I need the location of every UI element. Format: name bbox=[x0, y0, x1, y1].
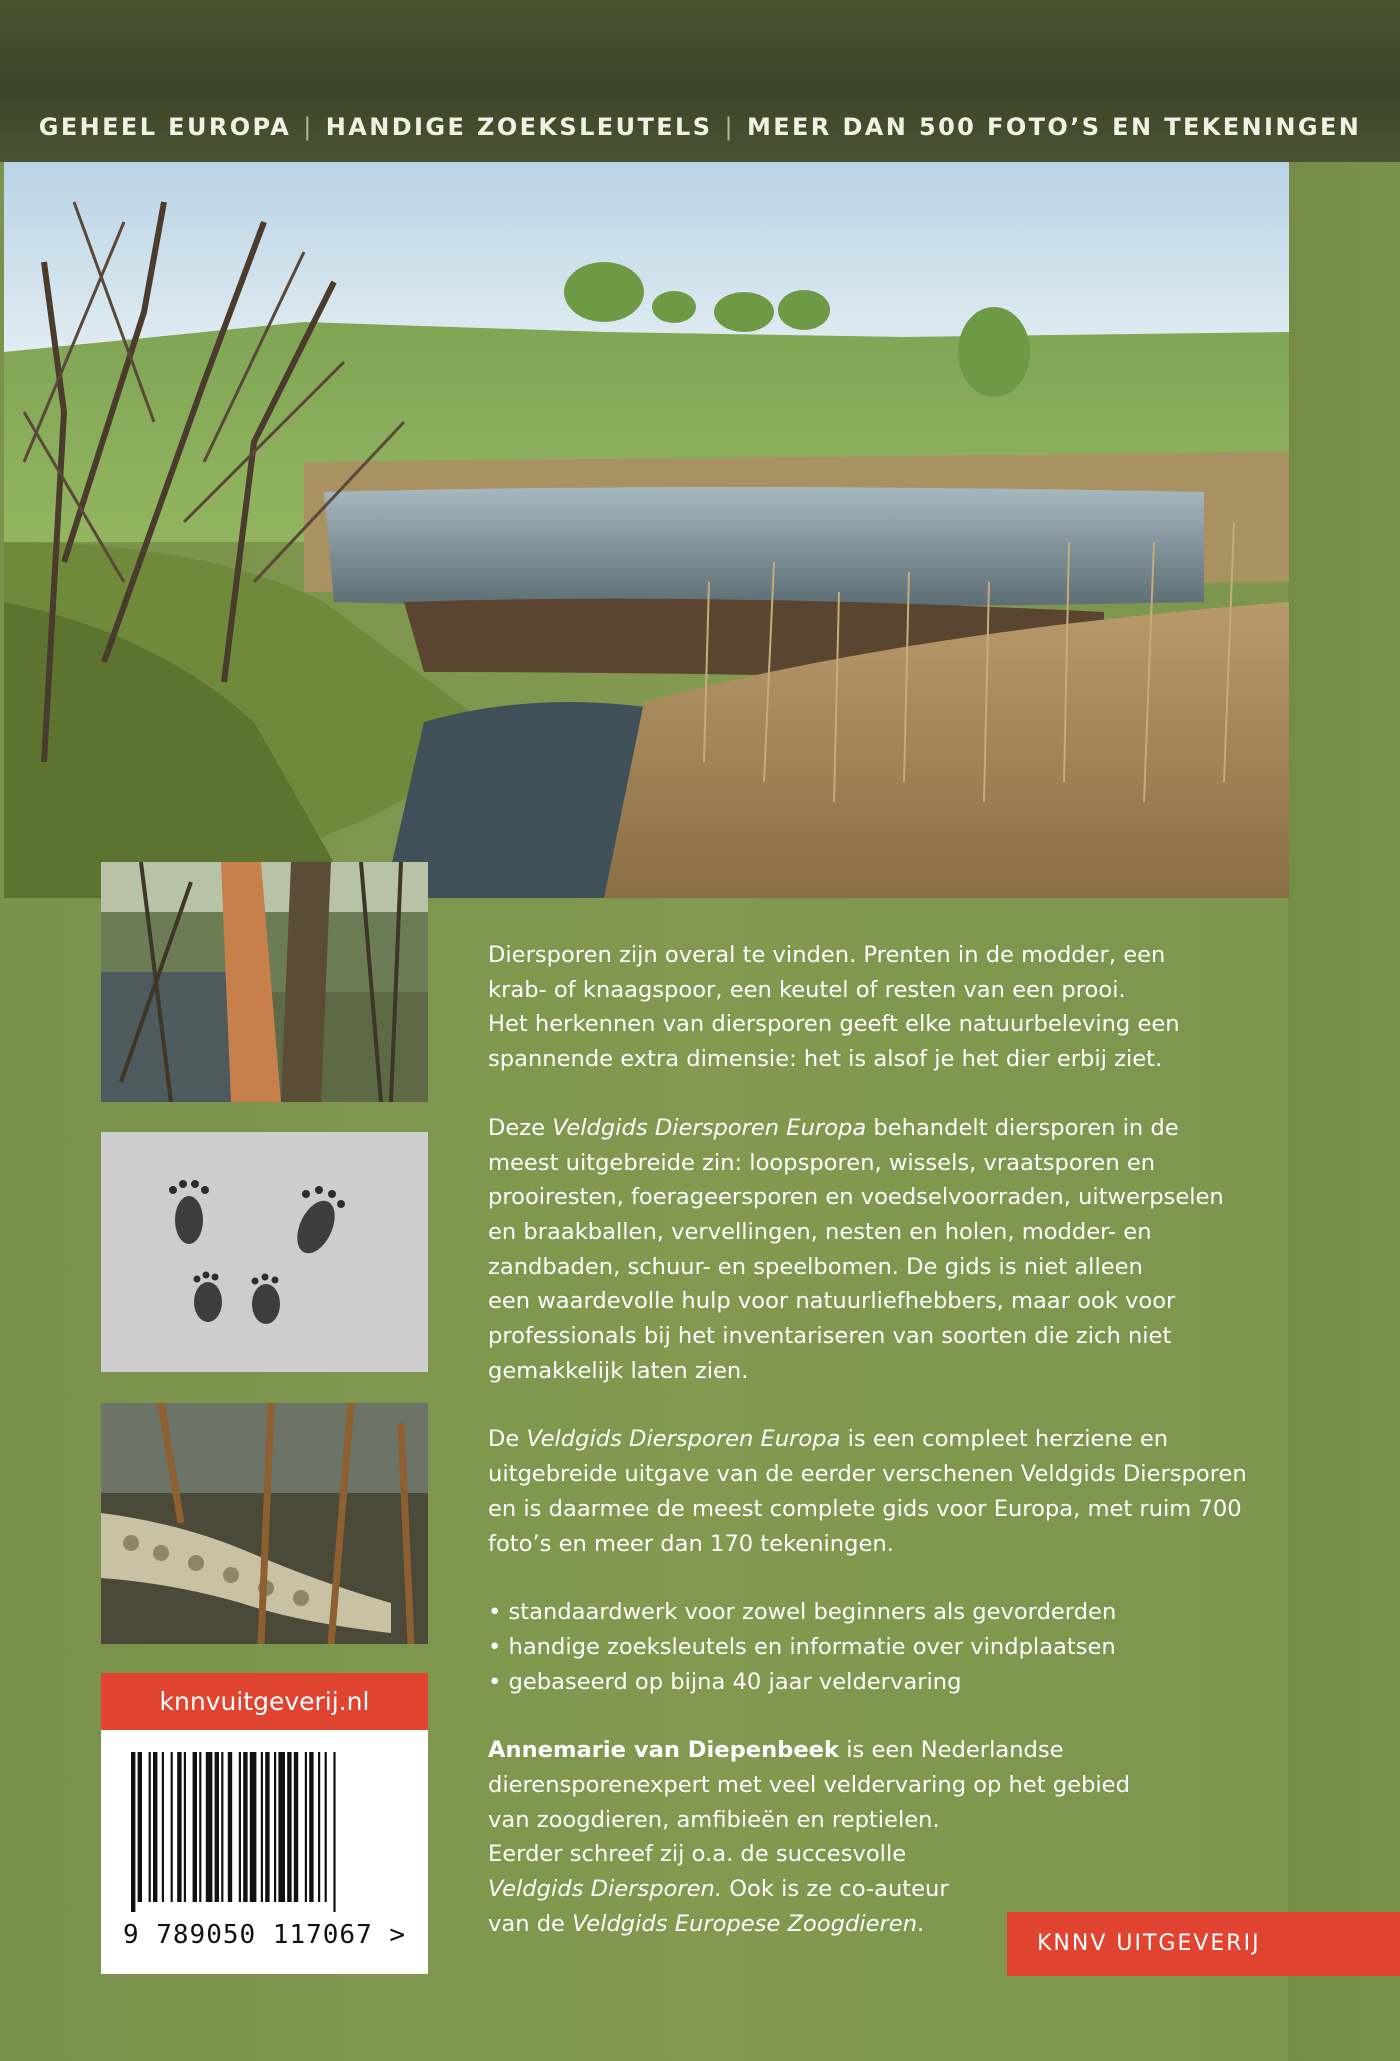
barcode-bar bbox=[265, 1752, 269, 1902]
barcode-bar bbox=[325, 1752, 327, 1902]
barcode-bar bbox=[309, 1752, 313, 1902]
barcode-bar bbox=[287, 1752, 291, 1902]
barcode-bar bbox=[131, 1752, 135, 1912]
text-line: uitgebreide uitgave van de eerder verschenen Veldgids Diersporen bbox=[488, 1461, 1247, 1488]
snow-paw-prints-photo bbox=[101, 1132, 428, 1372]
barcode-bar bbox=[305, 1752, 307, 1902]
text-line: Eerder schreef zij o.a. de succesvolle bbox=[488, 1841, 907, 1868]
barcode-bars bbox=[101, 1730, 428, 1920]
shed-snake-skin-photo bbox=[101, 1403, 428, 1644]
header-item-keys: HANDIGE ZOEKSLEUTELS bbox=[325, 113, 713, 141]
feature-item: • handige zoeksleutels en informatie over vindplaatsen bbox=[488, 1630, 1248, 1665]
text-line: van zoogdieren, amfibieën en reptielen. bbox=[488, 1806, 940, 1833]
barcode-bar bbox=[228, 1752, 232, 1902]
text-span: Deze bbox=[488, 1114, 553, 1141]
website-label: knnvuitgeverij.nl bbox=[101, 1673, 428, 1730]
isbn-barcode bbox=[101, 1730, 428, 1974]
text-span: is een Nederlandse bbox=[839, 1737, 1064, 1764]
text-line: en is daarmee de meest complete gids voor Europa, met ruim 700 bbox=[488, 1495, 1242, 1522]
text-line: meest uitgebreide zin: loopsporen, wissels, vraatsporen en bbox=[488, 1149, 1156, 1176]
text-span: behandelt diersporen in de bbox=[866, 1114, 1179, 1141]
feature-item: • standaardwerk voor zowel beginners als gevorderden bbox=[488, 1595, 1248, 1630]
text-line: prooiresten, foerageersporen en voedselvoorraden, uitwerpselen bbox=[488, 1184, 1224, 1211]
feature-list bbox=[488, 1595, 1248, 1699]
text-line: gemakkelijk laten zien. bbox=[488, 1357, 749, 1384]
barcode-bar bbox=[171, 1752, 173, 1902]
text-line: krab- of knaagspoor, een keutel of resten van een prooi. bbox=[488, 976, 1126, 1003]
barcode-bar bbox=[177, 1752, 181, 1902]
text-line: zandbaden, schuur- en speelbomen. De gids is niet alleen bbox=[488, 1253, 1143, 1280]
barcode-bar bbox=[243, 1752, 247, 1902]
text-line: Diersporen zijn overal te vinden. Prenten in de modder, een bbox=[488, 942, 1166, 968]
text-line: Het herkennen van diersporen geeft elke natuurbeleving een bbox=[488, 1011, 1180, 1038]
text-line: professionals bij het inventariseren van soorten die zich niet bbox=[488, 1323, 1172, 1350]
barcode-bar bbox=[162, 1752, 164, 1902]
barcode-bar bbox=[221, 1752, 223, 1902]
barcode-bar bbox=[193, 1752, 197, 1902]
text-span: Ook is ze co-auteur bbox=[722, 1876, 949, 1903]
barcode-bar bbox=[153, 1752, 157, 1902]
barcode-bar bbox=[333, 1752, 335, 1912]
isbn-digits: 9 789050 117067 > bbox=[122, 1920, 407, 1950]
text-span: van de bbox=[488, 1910, 573, 1937]
barcode-bar bbox=[294, 1752, 298, 1902]
header-bar bbox=[0, 0, 1400, 162]
publisher-label: KNNV UITGEVERIJ bbox=[1007, 1912, 1400, 1976]
text-span: De bbox=[488, 1426, 527, 1453]
paragraph-contents bbox=[488, 1111, 1248, 1389]
feature-item: • gebaseerd op bijna 40 jaar veldervaring bbox=[488, 1665, 1248, 1700]
right-edge-band bbox=[1288, 162, 1400, 2061]
description-text bbox=[488, 938, 1248, 1942]
text-line: een waardevolle hulp voor natuurliefhebbers, maar ook voor bbox=[488, 1288, 1176, 1315]
gnawed-tree-photo bbox=[101, 862, 428, 1102]
book-title: Veldgids Diersporen Europa bbox=[526, 1426, 841, 1453]
text-line: dierensporenexpert met veel veldervaring op het gebied bbox=[488, 1772, 1130, 1799]
barcode-bar bbox=[206, 1752, 213, 1902]
header-item-europe: GEHEEL EUROPA bbox=[38, 113, 292, 141]
book-title: Veldgids Diersporen. bbox=[488, 1876, 723, 1903]
barcode-bar bbox=[199, 1752, 201, 1902]
text-span: . bbox=[917, 1910, 925, 1937]
barcode-bar bbox=[250, 1752, 257, 1902]
barcode-bar bbox=[261, 1752, 263, 1902]
paragraph-edition bbox=[488, 1422, 1248, 1561]
text-line: foto’s en meer dan 170 tekeningen. bbox=[488, 1530, 894, 1557]
text-line: en braakballen, vervellingen, nesten en holen, modder- en bbox=[488, 1218, 1152, 1245]
header-separator: | bbox=[724, 113, 735, 141]
barcode-bar bbox=[318, 1752, 320, 1902]
paragraph-intro bbox=[488, 938, 1248, 1077]
header-tagline bbox=[0, 113, 1400, 141]
barcode-bar bbox=[278, 1752, 285, 1902]
text-line: spannende extra dimensie: het is alsof je het dier erbij ziet. bbox=[488, 1046, 1163, 1073]
barcode-bar bbox=[274, 1752, 276, 1902]
barcode-bar bbox=[149, 1752, 151, 1902]
book-title: Veldgids Diersporen Europa bbox=[552, 1114, 867, 1141]
text-span: is een compleet herziene en bbox=[840, 1426, 1169, 1453]
book-title: Veldgids Europese Zoogdieren bbox=[572, 1910, 918, 1937]
header-item-photos: MEER DAN 500 FOTO’S EN TEKENINGEN bbox=[746, 113, 1362, 141]
beaver-dam-landscape-photo bbox=[4, 162, 1289, 898]
barcode-bar bbox=[138, 1752, 142, 1902]
barcode-bar bbox=[215, 1752, 219, 1902]
barcode-bar bbox=[239, 1752, 241, 1902]
header-separator: | bbox=[303, 113, 314, 141]
author-name: Annemarie van Diepenbeek bbox=[488, 1737, 840, 1764]
barcode-bar bbox=[184, 1752, 186, 1902]
author-bio bbox=[488, 1733, 1248, 1941]
